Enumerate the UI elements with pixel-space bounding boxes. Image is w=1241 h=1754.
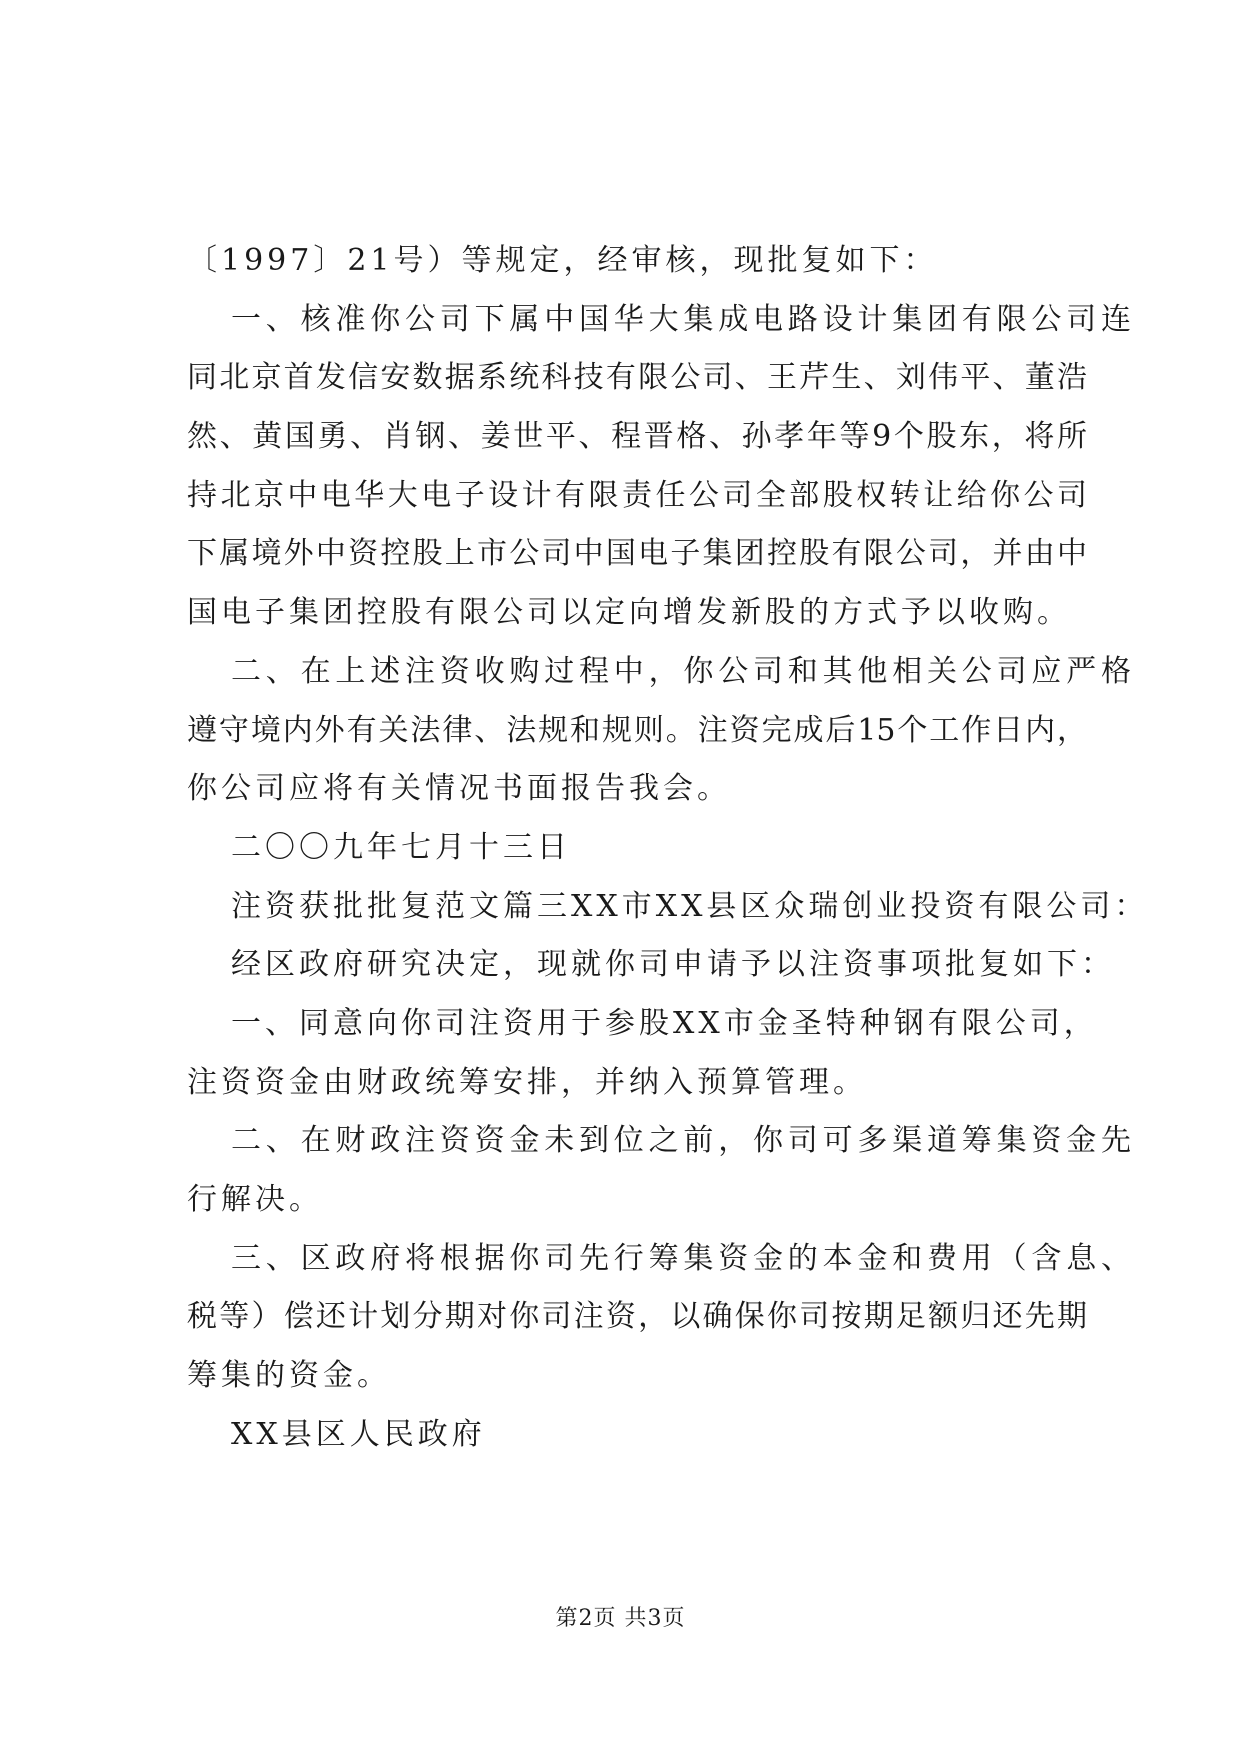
text-line: 税等）偿还计划分期对你司注资，以确保你司按期足额归还先期 [187, 1299, 1087, 1335]
text-line: 持北京中电华大电子设计有限责任公司全部股权转让给你公司 [187, 477, 1087, 513]
text-line: 经区政府研究决定，现就你司申请予以注资事项批复如下： [231, 947, 1115, 983]
text-line: 同北京首发信安数据系统科技有限公司、王芹生、刘伟平、董浩 [187, 360, 1087, 396]
text-line: 一、同意向你司注资用于参股XX市金圣特种钢有限公司， [231, 1005, 1098, 1041]
text-line: 注资资金由财政统筹安排，并纳入预算管理。 [187, 1064, 867, 1100]
text-line: 国电子集团控股有限公司以定向增发新股的方式予以收购。 [187, 595, 1071, 631]
text-line: 一、核准你公司下属中国华大集成电路设计集团有限公司连 [231, 301, 1131, 337]
date-line: 二〇〇九年七月十三日 [231, 829, 571, 865]
text-line: 二、在财政注资资金未到位之前，你司可多渠道筹集资金先 [231, 1123, 1131, 1159]
text-line: 二、在上述注资收购过程中，你公司和其他相关公司应严格 [231, 653, 1131, 689]
page-footer: 第2页 共3页 [555, 1606, 686, 1631]
text-line: 行解决。 [187, 1182, 323, 1217]
text-line: 〔1997〕21号）等规定，经审核，现批复如下： [187, 243, 938, 278]
document-body [187, 232, 1149, 1464]
text-line: 下属境外中资控股上市公司中国电子集团控股有限公司，并由中 [187, 536, 1087, 572]
signature-line: XX县区人民政府 [231, 1416, 486, 1452]
text-line: 你公司应将有关情况书面报告我会。 [187, 771, 731, 807]
text-line: 然、黄国勇、肖钢、姜世平、程晋格、孙孝年等9个股东，将所 [187, 419, 1087, 455]
text-line: 筹集的资金。 [187, 1358, 391, 1394]
text-line: 三、区政府将根据你司先行筹集资金的本金和费用（含息、 [231, 1240, 1131, 1276]
section-heading: 注资获批批复范文篇三XX市XX县区众瑞创业投资有限公司： [231, 888, 1149, 924]
text-line: 遵守境内外有关法律、法规和规则。注资完成后15个工作日内， [187, 712, 1087, 748]
